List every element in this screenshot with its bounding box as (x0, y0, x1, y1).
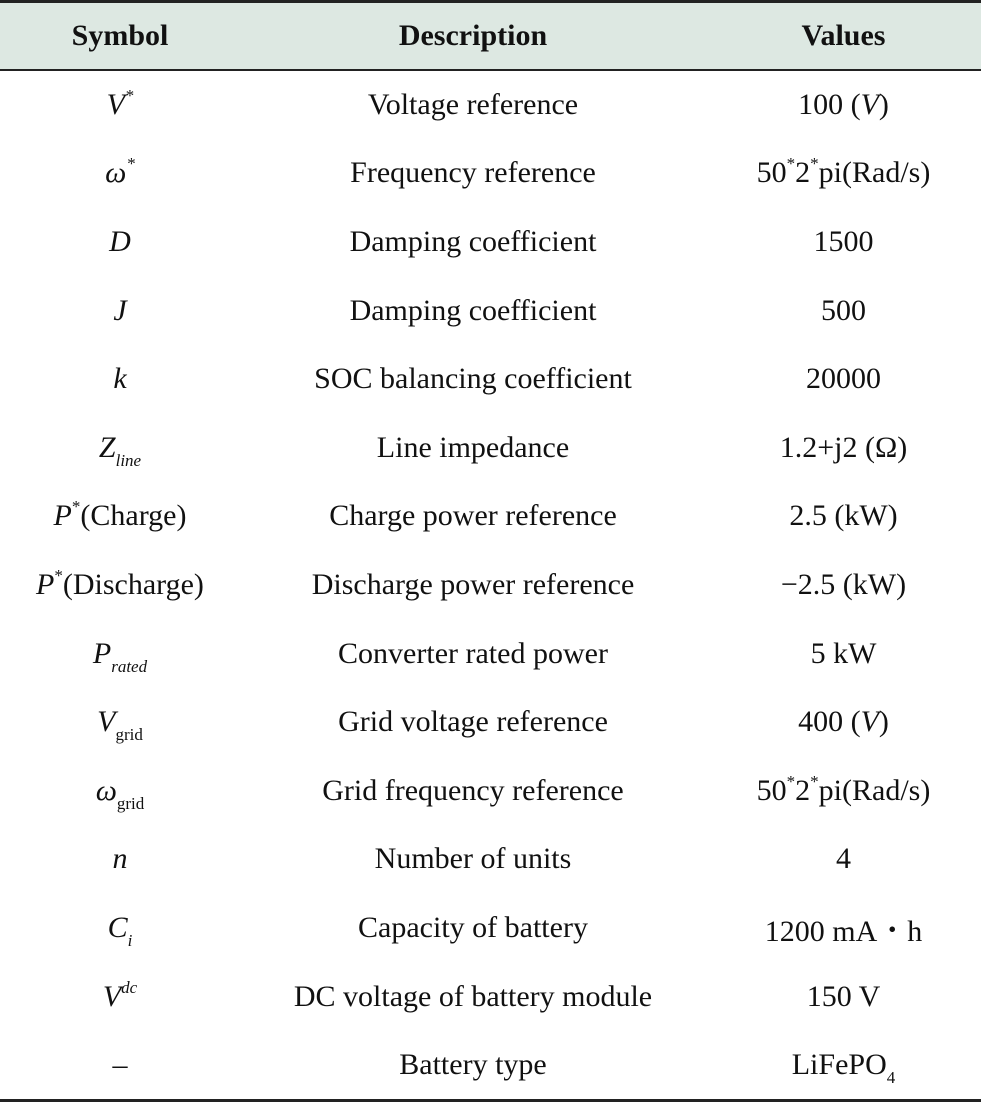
description-cell: Discharge power reference (311, 567, 635, 601)
symbol-subscript: rated (111, 656, 148, 676)
symbol-cell (0, 139, 240, 208)
value-cell: 1200 mA・h (764, 914, 923, 948)
symbol-base: Z (98, 430, 116, 464)
value-cell: 50*2*pi(Rad/s) (756, 154, 931, 190)
table-row (0, 619, 981, 688)
symbol-cell (0, 551, 240, 620)
description-cell: Grid voltage reference (338, 705, 608, 739)
value-cell: 150 V (806, 979, 881, 1013)
symbol-suffix: (Charge) (80, 499, 187, 533)
symbol-cell: k (113, 362, 127, 396)
description-cell: Battery type (240, 1031, 706, 1101)
table-row (0, 413, 981, 482)
symbol-cell (0, 482, 240, 551)
table-row (0, 551, 981, 620)
symbol-subscript: line (115, 450, 142, 470)
symbol-cell: D (109, 224, 131, 258)
symbol-base: ω (105, 156, 127, 190)
description-cell: DC voltage of battery module (293, 979, 653, 1013)
table-row (0, 70, 981, 140)
value-cell: 4 (836, 842, 851, 876)
symbol-base: V (102, 979, 122, 1013)
value-cell: 5 kW (810, 636, 877, 670)
symbol-cell: n (112, 842, 128, 876)
symbol-subscript: i (127, 930, 133, 950)
symbol-superscript: * (126, 154, 135, 174)
symbol-suffix: (Discharge) (62, 567, 204, 601)
description-cell: Capacity of battery (358, 910, 588, 944)
value-cell: 20000 (806, 362, 881, 396)
description-cell: SOC balancing coefficient (314, 362, 632, 396)
symbol-base: V (97, 705, 116, 739)
symbol-cell (0, 688, 240, 757)
symbol-cell (0, 1031, 240, 1101)
table-row (0, 208, 981, 277)
header-values: Values (706, 2, 981, 70)
value-cell: 50*2*pi(Rad/s) (756, 771, 931, 807)
value-cell: 400 (V) (798, 705, 889, 739)
symbol-cell (0, 894, 240, 963)
table-row (0, 345, 981, 414)
symbol-superscript: * (54, 565, 63, 585)
symbol-base: – (112, 1048, 128, 1082)
symbol-cell (0, 70, 240, 140)
symbol-base: P (36, 567, 55, 601)
symbol-cell (0, 619, 240, 688)
symbol-base: ω (95, 773, 117, 807)
symbol-subscript: grid (115, 725, 143, 745)
value-cell: LiFePO$_4$ (706, 1031, 981, 1101)
symbol-cell (0, 962, 240, 1031)
description-cell: Voltage reference (367, 87, 579, 121)
value-cell: −2.5 (kW) (780, 567, 907, 601)
value-cell: 2.5 (kW) (789, 499, 898, 533)
table-row (0, 756, 981, 825)
description-cell: Grid frequency reference (322, 773, 624, 807)
symbol-cell: J (113, 293, 127, 327)
table-row (0, 1031, 981, 1101)
symbol-base: P (53, 499, 72, 533)
symbol-superscript: dc (121, 977, 138, 997)
description-cell: Number of units (374, 842, 572, 876)
table-row (0, 825, 981, 894)
table-row (0, 894, 981, 963)
symbol-subscript: grid (116, 793, 145, 813)
description-cell: Converter rated power (338, 636, 608, 670)
value-cell: 1500 (813, 224, 874, 258)
value-cell: 500 (821, 293, 866, 327)
table-row (0, 276, 981, 345)
table-row (0, 688, 981, 757)
table-row (0, 962, 981, 1031)
description-cell: Damping coefficient (349, 293, 597, 327)
description-cell: Frequency reference (350, 156, 596, 190)
symbol-superscript: * (124, 85, 134, 105)
symbol-base: P (92, 636, 112, 670)
symbol-base: C (107, 910, 128, 944)
symbol-base: V (106, 87, 125, 121)
symbol-cell (0, 756, 240, 825)
header-description: Description (240, 2, 706, 70)
table-row (0, 139, 981, 208)
table-row (0, 482, 981, 551)
description-cell: Charge power reference (329, 499, 617, 533)
value-cell: 100 (V) (798, 87, 889, 121)
symbol-cell (0, 413, 240, 482)
value-cell: 1.2+j2 (Ω) (779, 430, 908, 464)
symbol-superscript: * (71, 497, 81, 517)
description-cell: Line impedance (376, 430, 570, 464)
header-symbol: Symbol (0, 2, 240, 70)
description-cell: Damping coefficient (349, 224, 597, 258)
header-row (0, 2, 981, 70)
